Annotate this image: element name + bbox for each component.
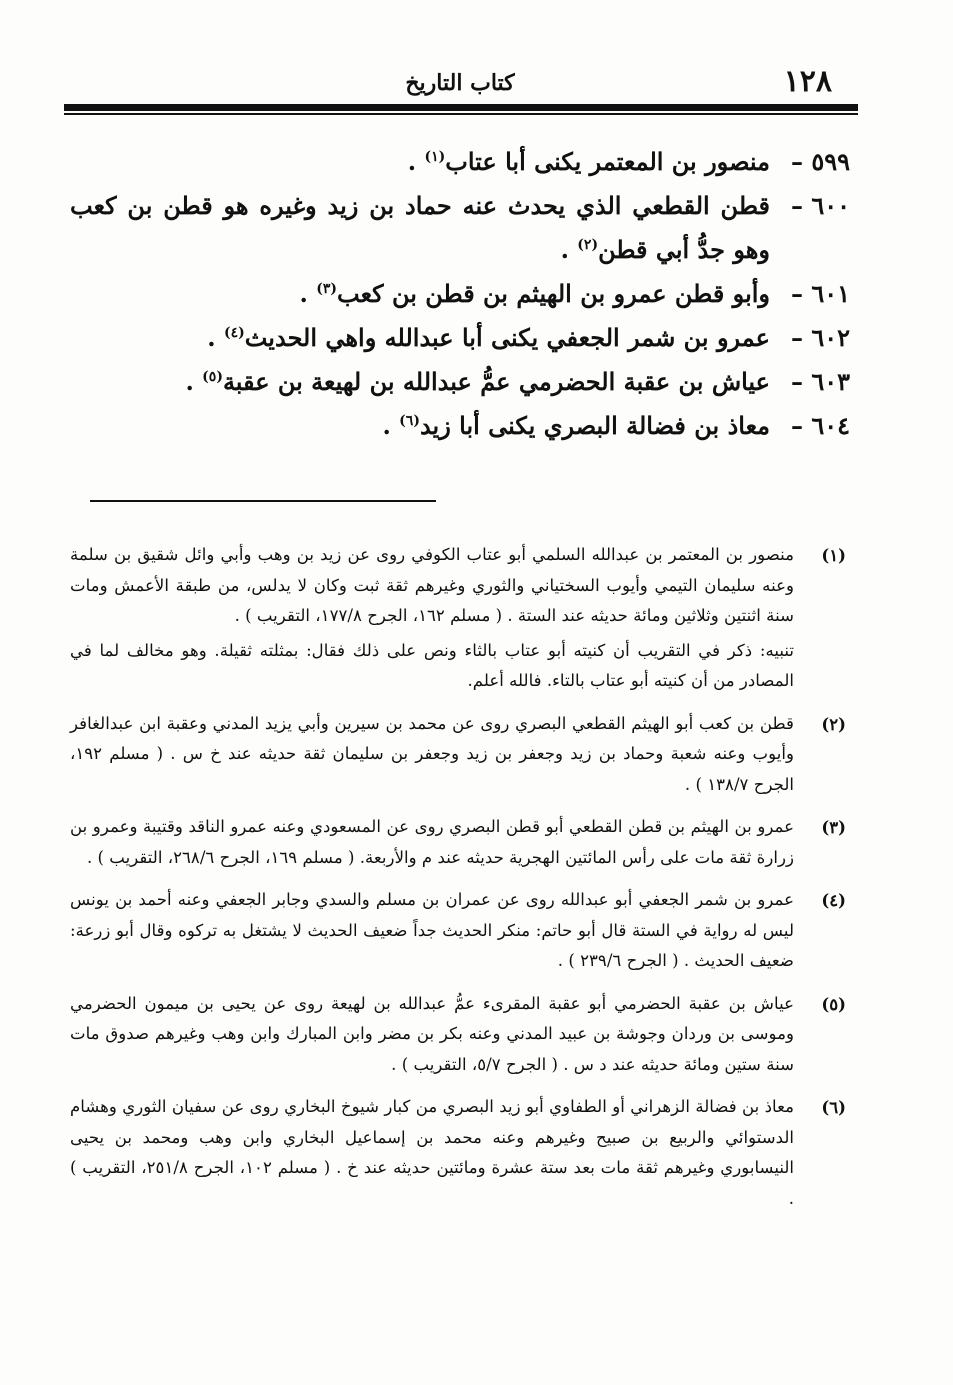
entry-text: وأبو قطن عمرو بن الهيثم بن قطن بن كعب: [337, 279, 770, 308]
book-title: كتاب التاريخ: [405, 70, 515, 96]
footnote-number: (٦): [821, 1097, 846, 1117]
entry-text: عمرو بن شمر الجعفي يكنى أبا عبدالله واهي الحديث: [244, 323, 770, 352]
entry-tail: .: [560, 235, 578, 264]
entry-text: معاذ بن فضالة البصري يكنى أبا زيد: [419, 411, 770, 440]
footnote-ref[interactable]: (١): [424, 149, 446, 165]
entry-tail: .: [407, 147, 425, 176]
footnote: [70, 989, 850, 1081]
footnote-text: معاذ بن فضالة الزهراني أو الطفاوي أبو زيد البصري من كبار شيوخ البخاري روى عن سفيان الثوري وهشام الدستوائي والربيع بن صبيح وغيرهم وعنه محمد بن إسماعيل البخاري وابن وهب ومحمد بن يحيى النيسابوري وغيرهم ثقة مات بعد ستة عشرة ومائتين حديثه عند خ . ( مسلم ١٠٢، الجرح ٢٥١/٨، التقريب ) .: [70, 1097, 795, 1208]
footnote-number: (٤): [821, 890, 846, 910]
entry-text: منصور بن المعتمر يكنى أبا عتاب: [445, 147, 770, 176]
entry: [70, 316, 850, 360]
footnote: [70, 812, 850, 873]
footnote: [70, 885, 850, 977]
entry-text: عياش بن عقبة الحضرمي عمُّ عبدالله بن لهيعة بن عقبة: [222, 367, 770, 396]
footnote-text: عمرو بن شمر الجعفي أبو عبدالله روى عن عمران بن مسلم والسدي وجابر الجعفي وعنه أحمد بن يونس ليس له رواية في الستة قال أبو حاتم: منكر الحديث جداً ضعيف الحديث لا يشتغل به تركوه وقال أبو زرعة: ضعيف الحديث . ( الجرح ٢٣٩/٦ ) .: [70, 890, 794, 970]
entry-tail: .: [382, 411, 400, 440]
footnote-ref[interactable]: (٢): [577, 237, 599, 253]
footnote: [70, 540, 850, 697]
footnote-ref[interactable]: (٦): [399, 413, 420, 429]
entry-number: ٦٠٣ –: [790, 367, 850, 396]
footnote-number: (٢): [821, 713, 846, 734]
entry: [70, 404, 850, 448]
footnotes-section: [70, 540, 850, 1226]
entry: [70, 272, 850, 316]
entry-tail: .: [207, 323, 224, 352]
page-number: ١٢٨: [783, 64, 832, 99]
footnote-ref[interactable]: (٤): [223, 325, 245, 341]
entry-tail: .: [299, 279, 317, 308]
entry-number: ٦٠١ –: [790, 279, 850, 308]
entry-text: قطن القطعي الذي يحدث عنه حماد بن زيد وغيره هو قطن بن كعب وهو جدُّ أبي قطن: [70, 191, 770, 264]
header-rule-thin: [64, 113, 858, 115]
footnote-number: (١): [821, 545, 846, 565]
footnote-number: (٥): [821, 993, 846, 1014]
page-header: [70, 60, 850, 100]
header-rule-thick: [64, 104, 858, 111]
footnote: [70, 1092, 850, 1214]
entry-number: ٦٠٢ –: [790, 323, 850, 352]
entry: [70, 360, 850, 404]
entry-number: ٦٠٤ –: [790, 411, 850, 440]
entry-tail: .: [185, 367, 203, 396]
footnote-text: عياش بن عقبة الحضرمي أبو عقبة المقرىء عمُّ عبدالله بن لهيعة روى عن يحيى بن ميمون الحضرمي وموسى بن وردان وجوشة بن عبيد المدني وعنه بكر بن مضر وابن المبارك وابن وهب وغيرهم صدوق مات سنة ستين ومائة حديثه عند د س . ( الجرح ٥/٧، التقريب ) .: [70, 993, 794, 1074]
entry-number: ٥٩٩ –: [790, 147, 850, 176]
entry: [70, 184, 850, 272]
entry: [70, 140, 850, 184]
footnote-number: (٣): [821, 817, 846, 837]
entry-number: ٦٠٠ –: [790, 191, 850, 220]
book-page: [70, 60, 850, 1208]
footnote-text: منصور بن المعتمر بن عبدالله السلمي أبو عتاب الكوفي روى عن زيد بن وهب وأبي وائل شقيق بن سلمة وعنه سليمان التيمي وأيوب السختياني والثوري وغيرهم ثقة ثبت وكان لا يدلس، من طبقة الأعمش ومات سنة اثنتين وثلاثين ومائة حديثه عند الستة . ( مسلم ١٦٢، الجرح ١٧٧/٨، التقريب ) .: [70, 545, 794, 625]
footnote-divider: [90, 500, 436, 502]
footnote-ref[interactable]: (٣): [316, 281, 338, 297]
entries-list: [70, 140, 850, 448]
footnote-text: قطن بن كعب أبو الهيثم القطعي البصري روى عن محمد بن سيرين وأبي يزيد المدني وعقبة ابن عبدالغافر وأيوب وعنه شعبة وحماد بن زيد وجعفر بن زيد وجعفر بن سليمان ثقة حديثه عند خ س . ( مسلم ١٩٢، الجرح ١٣٨/٧ ) .: [70, 713, 794, 794]
footnote-text: عمرو بن الهيثم بن قطن القطعي أبو قطن البصري روى عن المسعودي وعنه عمرو الناقد وقتيبة وعمرو بن زرارة ثقة مات على رأس المائتين الهجرية حديثه عند م والأربعة. ( مسلم ١٦٩، الجرح ٢٦٨/٦، التقريب ) .: [70, 817, 794, 867]
footnote-note: تنبيه: ذكر في التقريب أن كنيته أبو عتاب بالثاء ونص على ذلك فقال: بمثلته ثقيلة. وهو مخالف لما في المصادر من أن كنيته أبو عتاب بالتاء. فالله أعلم.: [70, 640, 794, 690]
footnote: [70, 709, 850, 801]
footnote-ref[interactable]: (٥): [202, 369, 223, 385]
